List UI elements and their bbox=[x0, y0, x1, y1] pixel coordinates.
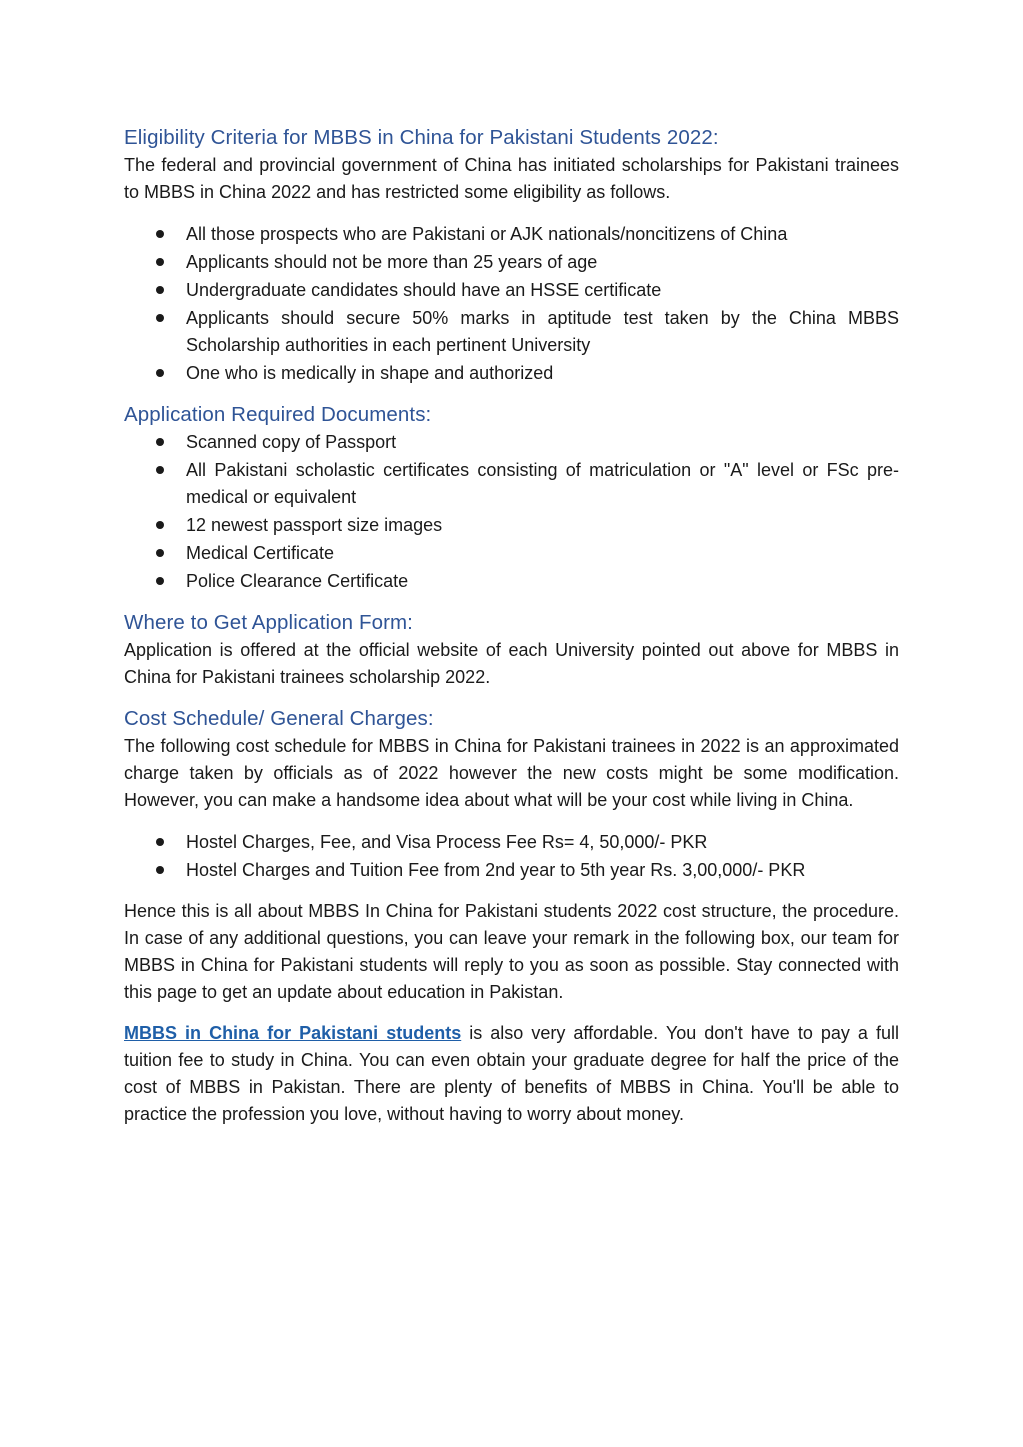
list-item bbox=[124, 221, 899, 248]
list-item bbox=[124, 277, 899, 304]
form-text: Application is offered at the official website of each University pointed out above for MBBS in China for Pakistani trainees scholarship 2022. bbox=[124, 640, 899, 687]
list-item-text: Hostel Charges, Fee, and Visa Process Fee Rs= 4, 50,000/- PKR bbox=[186, 832, 708, 852]
list-item-text: Scanned copy of Passport bbox=[186, 432, 397, 452]
cost-heading: Cost Schedule/ General Charges: bbox=[124, 707, 434, 730]
bullet-icon bbox=[156, 258, 164, 266]
bullet-icon bbox=[156, 286, 164, 294]
bullet-icon bbox=[156, 230, 164, 238]
document-page bbox=[124, 120, 899, 1128]
list-item-text: Medical Certificate bbox=[186, 543, 335, 563]
list-item bbox=[124, 249, 899, 276]
bullet-icon bbox=[156, 521, 164, 529]
eligibility-list bbox=[124, 221, 899, 387]
cost-text: The following cost schedule for MBBS in China for Pakistani trainees in 2022 is an approximated charge taken by officials as of 2022 however the new costs might be some modification. However, you can make a handsome idea about what will be your cost while living in China. bbox=[124, 736, 899, 810]
documents-list bbox=[124, 429, 899, 595]
eligibility-heading: Eligibility Criteria for MBBS in China for Pakistani Students 2022: bbox=[124, 126, 719, 149]
list-item-text: All Pakistani scholastic certificates consisting of matriculation or "A" level or FSc pre-medical or equivalent bbox=[186, 460, 899, 507]
bullet-icon bbox=[156, 369, 164, 377]
mbbs-china-link[interactable]: MBBS in China for Pakistani students bbox=[124, 1023, 462, 1043]
bullet-icon bbox=[156, 314, 164, 322]
bullet-icon bbox=[156, 466, 164, 474]
cost-list bbox=[124, 829, 899, 884]
list-item bbox=[124, 512, 899, 539]
list-item-text: All those prospects who are Pakistani or AJK nationals/noncitizens of China bbox=[186, 224, 788, 244]
documents-heading: Application Required Documents: bbox=[124, 403, 432, 426]
final-paragraph bbox=[124, 1020, 899, 1128]
bullet-icon bbox=[156, 838, 164, 846]
list-item bbox=[124, 568, 899, 595]
list-item-text: One who is medically in shape and authorized bbox=[186, 363, 554, 383]
list-item bbox=[124, 857, 899, 884]
list-item-text: Hostel Charges and Tuition Fee from 2nd year to 5th year Rs. 3,00,000/- PKR bbox=[186, 860, 806, 880]
eligibility-intro: The federal and provincial government of China has initiated scholarships for Pakistani trainees to MBBS in China 2022 and has restricted some eligibility as follows. bbox=[124, 155, 899, 202]
list-item bbox=[124, 305, 899, 359]
list-item bbox=[124, 457, 899, 511]
list-item bbox=[124, 360, 899, 387]
list-item-text: Applicants should secure 50% marks in aptitude test taken by the China MBBS Scholarship authorities in each pertinent University bbox=[186, 308, 899, 355]
list-item-text: 12 newest passport size images bbox=[186, 515, 443, 535]
list-item bbox=[124, 540, 899, 567]
bullet-icon bbox=[156, 866, 164, 874]
list-item bbox=[124, 429, 899, 456]
list-item-text: Undergraduate candidates should have an HSSE certificate bbox=[186, 280, 662, 300]
form-heading: Where to Get Application Form: bbox=[124, 611, 413, 634]
bullet-icon bbox=[156, 577, 164, 585]
cost-closing: Hence this is all about MBBS In China for Pakistani students 2022 cost structure, the procedure. In case of any additional questions, you can leave your remark in the following box, our team for MBBS in China for Pakistani students will reply to you as soon as possible. Stay connected with this page to get an update about education in Pakistan. bbox=[124, 901, 899, 1002]
bullet-icon bbox=[156, 549, 164, 557]
bullet-icon bbox=[156, 438, 164, 446]
list-item-text: Police Clearance Certificate bbox=[186, 571, 409, 591]
list-item-text: Applicants should not be more than 25 years of age bbox=[186, 252, 598, 272]
list-item bbox=[124, 829, 899, 856]
final-text: is also very affordable. You don't have to pay a full tuition fee to study in China. You can even obtain your graduate degree for half the price of the cost of MBBS in Pakistan. There are plenty of benefits of MBBS in China. You'll be able to practice the profession you love, without having to worry about money. bbox=[124, 1023, 899, 1124]
